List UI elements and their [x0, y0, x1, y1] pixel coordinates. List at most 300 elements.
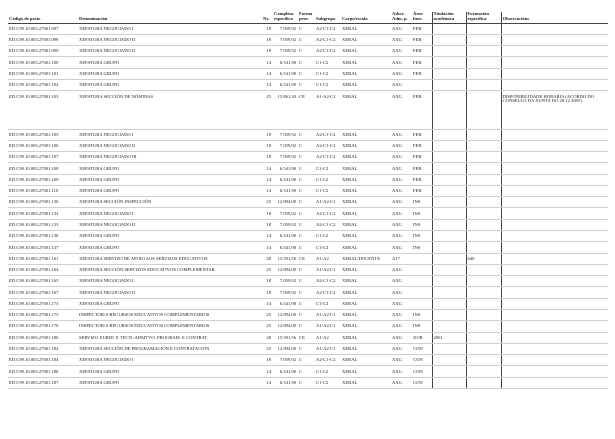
table-row [8, 140, 608, 151]
cell-codigo: ED.C99.10.003.27001.103 [8, 91, 78, 129]
cell-forma: C [298, 219, 315, 230]
cell-subgrupo: A1-A2-C1 [315, 197, 341, 208]
cell-corpo: XERAL [341, 287, 391, 298]
cell-denominacion: XEFATURA GRUPO [78, 174, 262, 185]
cell-area: CON [412, 366, 432, 377]
cell-codigo: ED.C99.10.003.27001.161 [8, 253, 78, 264]
cell-formacion [466, 34, 501, 45]
cell-denominacion: XEFATURA NEGOCIADO III [78, 152, 262, 163]
header-observacions: Observacións [501, 12, 608, 23]
cell-forma: C [298, 366, 315, 377]
cell-corpo: XERAL [341, 185, 391, 196]
cell-codigo: ED.C99.10.003.27001.186 [8, 366, 78, 377]
cell-subgrupo: A2-C1-C2 [315, 355, 341, 366]
cell-observacions [501, 321, 608, 332]
cell-formacion [466, 163, 501, 174]
cell-subgrupo: C1-C2 [315, 163, 341, 174]
cell-complemento: 6.541,90 [273, 185, 298, 196]
cell-observacions [501, 343, 608, 354]
cell-subgrupo: A1-A2 [315, 332, 341, 343]
cell-area: FER [412, 174, 432, 185]
cell-denominacion: XEFATURA GRUPO [78, 231, 262, 242]
cell-complemento: 15.591,56 [273, 253, 298, 264]
cell-denominacion: XEFATURA NEGOCIADO II [78, 34, 262, 45]
cell-denominacion: XEFATURA GRUPO [78, 185, 262, 196]
cell-observacions [501, 34, 608, 45]
cell-corpo: XERAL [341, 355, 391, 366]
cell-codigo: ED.C99.10.003.27001.101 [8, 68, 78, 79]
cell-subgrupo: A2-C1-C2 [315, 46, 341, 57]
cell-codigo: ED.C99.10.003.27001.097 [8, 23, 78, 34]
table-row [8, 80, 608, 91]
cell-observacions [501, 231, 608, 242]
cell-observacions [501, 298, 608, 309]
cell-codigo: ED.C99.10.003.27001.182 [8, 343, 78, 354]
cell-titulacion [432, 140, 466, 151]
cell-subgrupo: C1-C2 [315, 80, 341, 91]
cell-corpo: XERAL [341, 231, 391, 242]
cell-complemento: 6.541,90 [273, 242, 298, 253]
cell-complemento: 7.059,92 [273, 34, 298, 45]
cell-titulacion [432, 23, 466, 34]
cell-adscr: AXG [391, 242, 412, 253]
cell-titulacion [432, 185, 466, 196]
cell-formacion [466, 310, 501, 321]
cell-observacions [501, 208, 608, 219]
table-row [8, 276, 608, 287]
cell-complemento: 6.541,90 [273, 231, 298, 242]
table-row [8, 343, 608, 354]
cell-titulacion [432, 197, 466, 208]
table-row [8, 231, 608, 242]
header-area [412, 12, 432, 23]
header-titulacion-line1: Titulación [433, 11, 454, 16]
cell-codigo: ED.C99.10.003.27001.175 [8, 310, 78, 321]
cell-nivel: 25 [262, 197, 273, 208]
cell-adscr: AXG [391, 321, 412, 332]
cell-area: INS [412, 242, 432, 253]
cell-adscr: A17 [391, 253, 412, 264]
header-formacion-line1: Formación [467, 11, 489, 16]
cell-denominacion: XEFATURA NEGOCIADO I [78, 129, 262, 140]
cell-subgrupo: A1-A2-C1 [315, 343, 341, 354]
cell-nivel: 18 [262, 355, 273, 366]
table-row [8, 57, 608, 68]
cell-area [412, 298, 432, 309]
cell-forma: C [298, 242, 315, 253]
cell-complemento: 12.894,00 [273, 343, 298, 354]
cell-subgrupo: C1-C2 [315, 174, 341, 185]
cell-codigo: ED.C99.10.003.27001.102 [8, 80, 78, 91]
cell-titulacion [432, 264, 466, 275]
cell-denominacion: XEFATURA GRUPO [78, 57, 262, 68]
cell-formacion [466, 343, 501, 354]
cell-titulacion [432, 152, 466, 163]
cell-complemento: 7.059,92 [273, 46, 298, 57]
cell-observacions [501, 264, 608, 275]
cell-denominacion: XEFATURA GRUPO [78, 163, 262, 174]
cell-adscr: AXG [391, 152, 412, 163]
table-row [8, 366, 608, 377]
cell-titulacion [432, 68, 466, 79]
cell-formacion [466, 140, 501, 151]
table-row [8, 332, 608, 343]
cell-forma: C [298, 57, 315, 68]
cell-corpo: XERAL [341, 46, 391, 57]
cell-adscr: AXG [391, 276, 412, 287]
header-forma [298, 12, 315, 23]
cell-complemento: 6.541,90 [273, 163, 298, 174]
cell-adscr: AXG [391, 174, 412, 185]
cell-adscr: AXG [391, 332, 412, 343]
cell-denominacion: XEFATURA GRUPO [78, 242, 262, 253]
cell-formacion [466, 46, 501, 57]
cell-corpo: XERAL [341, 91, 391, 129]
cell-nivel: 18 [262, 208, 273, 219]
cell-observacions [501, 68, 608, 79]
cell-corpo: XERAL [341, 34, 391, 45]
cell-formacion [466, 298, 501, 309]
cell-formacion [466, 185, 501, 196]
header-subgrupo: Subgrupo [315, 12, 341, 23]
table-row [8, 152, 608, 163]
positions-table [8, 12, 608, 389]
header-adscr-line2: Adm. p. [392, 15, 408, 21]
cell-area: INS [412, 231, 432, 242]
cell-area: FER [412, 46, 432, 57]
cell-nivel: 14 [262, 298, 273, 309]
cell-formacion [466, 231, 501, 242]
cell-forma: C [298, 208, 315, 219]
cell-codigo: ED.C99.10.003.27001.109 [8, 174, 78, 185]
cell-complemento: 6.541,90 [273, 57, 298, 68]
cell-codigo: ED.C99.10.003.27001.180 [8, 332, 78, 343]
cell-corpo: XERAL [341, 163, 391, 174]
cell-corpo: XERAL [341, 242, 391, 253]
header-nivel [262, 12, 273, 23]
cell-corpo: XERAL [341, 366, 391, 377]
table-row [8, 298, 608, 309]
cell-denominacion: XEFATURA SECCIÓN DE PROGRAMACIÓN E CONTRATACIÓN [78, 343, 262, 354]
cell-subgrupo: A2-C1-C2 [315, 219, 341, 230]
cell-area: FER [412, 34, 432, 45]
cell-forma: CE [298, 91, 315, 129]
cell-observacions [501, 80, 608, 91]
cell-adscr: AXG [391, 219, 412, 230]
cell-observacions [501, 287, 608, 298]
cell-codigo: ED.C99.10.003.27001.100 [8, 57, 78, 68]
cell-formacion [466, 23, 501, 34]
cell-observacions: DISPOÑIBILIDADE HORARIA (ACORDO DO CONSELLO DA XUNTA DO 28.12.2005). [501, 91, 608, 129]
cell-forma: C [298, 298, 315, 309]
cell-subgrupo: C1-C2 [315, 68, 341, 79]
cell-nivel: 18 [262, 23, 273, 34]
cell-area: FER [412, 23, 432, 34]
header-codigo: Código de posto [8, 12, 78, 23]
table-row [8, 219, 608, 230]
cell-area: FER [412, 163, 432, 174]
cell-denominacion: XEFATURA NEGOCIADO I [78, 208, 262, 219]
table-row [8, 253, 608, 264]
cell-titulacion: 2061 [432, 332, 466, 343]
cell-corpo: XERAL [341, 80, 391, 91]
table-row [8, 377, 608, 388]
cell-area: FER [412, 57, 432, 68]
cell-subgrupo: C1-C2 [315, 377, 341, 388]
cell-nivel: 18 [262, 140, 273, 151]
header-complemento-line2: específico [274, 15, 293, 21]
cell-titulacion [432, 57, 466, 68]
cell-formacion [466, 276, 501, 287]
cell-adscr: AXG [391, 310, 412, 321]
cell-area: FER [412, 140, 432, 151]
table-header-row [8, 12, 608, 23]
cell-area: CON [412, 343, 432, 354]
cell-corpo: XERAL [341, 276, 391, 287]
cell-complemento: 7.059,92 [273, 219, 298, 230]
cell-nivel: 14 [262, 80, 273, 91]
header-area-line1: Área [413, 11, 423, 16]
cell-complemento: 12.894,00 [273, 264, 298, 275]
cell-adscr: AXG [391, 208, 412, 219]
cell-titulacion [432, 46, 466, 57]
cell-complemento: 12.894,00 [273, 197, 298, 208]
cell-complemento: 7.059,92 [273, 208, 298, 219]
cell-titulacion [432, 366, 466, 377]
cell-subgrupo: A1-A2-C1 [315, 264, 341, 275]
cell-formacion [466, 68, 501, 79]
cell-corpo: XERAL [341, 129, 391, 140]
cell-subgrupo: A2-C1-C2 [315, 276, 341, 287]
cell-nivel: 14 [262, 231, 273, 242]
cell-area: CON [412, 355, 432, 366]
cell-adscr: AXG [391, 57, 412, 68]
cell-nivel: 28 [262, 332, 273, 343]
cell-formacion [466, 355, 501, 366]
cell-adscr: AXG [391, 129, 412, 140]
cell-forma: C [298, 46, 315, 57]
header-complemento-line1: Complem. [274, 11, 295, 16]
cell-formacion [466, 91, 501, 129]
cell-codigo: ED.C99.10.003.27001.110 [8, 185, 78, 196]
header-denominacion: Denominación [78, 12, 262, 23]
cell-formacion: 640 [466, 253, 501, 264]
cell-corpo: XERAL [341, 310, 391, 321]
cell-forma: C [298, 264, 315, 275]
cell-titulacion [432, 377, 466, 388]
cell-subgrupo: C1-C2 [315, 298, 341, 309]
cell-formacion [466, 242, 501, 253]
cell-forma: C [298, 231, 315, 242]
cell-titulacion [432, 91, 466, 129]
cell-nivel: 18 [262, 129, 273, 140]
cell-subgrupo: C1-C2 [315, 231, 341, 242]
cell-complemento: 7.059,92 [273, 129, 298, 140]
cell-codigo: ED.C99.10.003.27001.130 [8, 197, 78, 208]
header-formacion [466, 12, 501, 23]
cell-area: FER [412, 185, 432, 196]
cell-formacion [466, 332, 501, 343]
cell-observacions [501, 276, 608, 287]
cell-adscr: AXG [391, 91, 412, 129]
cell-nivel: 18 [262, 276, 273, 287]
table-body [8, 23, 608, 388]
header-formacion-line2: específica [467, 15, 487, 21]
cell-complemento: 7.059,92 [273, 355, 298, 366]
cell-titulacion [432, 34, 466, 45]
cell-codigo: ED.C99.10.003.27001.098 [8, 34, 78, 45]
cell-codigo: ED.C99.10.003.27001.099 [8, 46, 78, 57]
cell-titulacion [432, 343, 466, 354]
cell-codigo: ED.C99.10.003.27001.133 [8, 219, 78, 230]
cell-adscr: AXG [391, 23, 412, 34]
cell-titulacion [432, 231, 466, 242]
cell-formacion [466, 57, 501, 68]
table-row [8, 310, 608, 321]
cell-subgrupo: A2-C1-C2 [315, 287, 341, 298]
cell-adscr: AXG [391, 140, 412, 151]
cell-nivel: 14 [262, 174, 273, 185]
cell-forma: C [298, 68, 315, 79]
cell-nivel: 14 [262, 377, 273, 388]
cell-nivel: 18 [262, 287, 273, 298]
cell-complemento: 6.541,90 [273, 174, 298, 185]
cell-corpo: XERAL [341, 174, 391, 185]
cell-area: FER [412, 129, 432, 140]
cell-observacions [501, 377, 608, 388]
cell-formacion [466, 197, 501, 208]
cell-denominacion: XEFATURA NEGOCIADO II [78, 287, 262, 298]
cell-subgrupo: A2-C1-C2 [315, 129, 341, 140]
table-row [8, 185, 608, 196]
cell-nivel: 25 [262, 343, 273, 354]
cell-subgrupo: A2-C1-C2 [315, 34, 341, 45]
cell-denominacion: XEFATURA NEGOCIADO I [78, 276, 262, 287]
cell-formacion [466, 208, 501, 219]
cell-forma: CE [298, 332, 315, 343]
cell-titulacion [432, 355, 466, 366]
header-complemento [273, 12, 298, 23]
cell-codigo: ED.C99.10.003.27001.187 [8, 377, 78, 388]
header-titulacion-line2: académica [433, 15, 455, 21]
cell-titulacion [432, 253, 466, 264]
cell-forma: C [298, 197, 315, 208]
cell-denominacion: XEFATURA SECCIÓN INSPECCIÓN [78, 197, 262, 208]
cell-forma: C [298, 185, 315, 196]
cell-complemento: 13.861,30 [273, 91, 298, 129]
cell-adscr: AXG [391, 343, 412, 354]
cell-observacions [501, 310, 608, 321]
cell-denominacion: XEFATURA GRUPO [78, 366, 262, 377]
cell-corpo: XERAL [341, 343, 391, 354]
cell-area [412, 264, 432, 275]
cell-nivel: 14 [262, 242, 273, 253]
cell-nivel: 18 [262, 219, 273, 230]
table-row [8, 23, 608, 34]
cell-formacion [466, 321, 501, 332]
cell-codigo: ED.C99.10.003.27001.176 [8, 321, 78, 332]
cell-formacion [466, 264, 501, 275]
cell-forma: C [298, 377, 315, 388]
cell-forma: CE [298, 253, 315, 264]
cell-forma: C [298, 287, 315, 298]
cell-complemento: 6.541,90 [273, 80, 298, 91]
cell-formacion [466, 377, 501, 388]
cell-adscr: AXG [391, 377, 412, 388]
cell-titulacion [432, 321, 466, 332]
cell-denominacion: XEFATURA NEGOCIADO II [78, 46, 262, 57]
cell-titulacion [432, 276, 466, 287]
cell-complemento: 7.059,92 [273, 23, 298, 34]
cell-nivel: 14 [262, 163, 273, 174]
cell-adscr: AXG [391, 287, 412, 298]
cell-adscr: AXG [391, 185, 412, 196]
cell-corpo: XERAL [341, 208, 391, 219]
cell-denominacion: XEFATURA GRUPO [78, 68, 262, 79]
cell-nivel: 25 [262, 321, 273, 332]
cell-corpo: XERAL [341, 219, 391, 230]
cell-adscr: AXG [391, 366, 412, 377]
cell-titulacion [432, 174, 466, 185]
cell-area: FER [412, 152, 432, 163]
cell-area: FER [412, 91, 432, 129]
cell-formacion [466, 366, 501, 377]
cell-adscr: AXG [391, 231, 412, 242]
cell-forma: C [298, 310, 315, 321]
cell-nivel: 25 [262, 310, 273, 321]
cell-complemento: 6.541,90 [273, 366, 298, 377]
cell-observacions [501, 332, 608, 343]
cell-nivel: 25 [262, 264, 273, 275]
cell-corpo: XERAL/DOCENTE [341, 253, 391, 264]
table-row [8, 208, 608, 219]
cell-codigo: ED.C99.10.003.27001.132 [8, 208, 78, 219]
cell-formacion [466, 174, 501, 185]
cell-denominacion: INSPECTOR/A RECURSOS EDUCATIVOS COMPLEMENTARIOS [78, 321, 262, 332]
cell-denominacion: INSPECTOR/A RECURSOS EDUCATIVOS COMPLEMENTARIOS [78, 310, 262, 321]
cell-corpo: XERAL [341, 57, 391, 68]
cell-complemento: 6.541,90 [273, 298, 298, 309]
cell-area: CON [412, 377, 432, 388]
cell-adscr: AXG [391, 264, 412, 275]
cell-codigo: ED.C99.10.003.27001.173 [8, 298, 78, 309]
cell-adscr: AXG [391, 355, 412, 366]
cell-titulacion [432, 163, 466, 174]
cell-titulacion [432, 242, 466, 253]
cell-observacions [501, 197, 608, 208]
cell-codigo: ED.C99.10.003.27001.107 [8, 152, 78, 163]
cell-nivel: 25 [262, 91, 273, 129]
cell-observacions [501, 366, 608, 377]
cell-titulacion [432, 298, 466, 309]
cell-subgrupo: A2-C1-C2 [315, 23, 341, 34]
cell-adscr: AXG [391, 298, 412, 309]
cell-area: INS [412, 208, 432, 219]
cell-complemento: 7.059,92 [273, 140, 298, 151]
table-row [8, 46, 608, 57]
cell-forma: C [298, 343, 315, 354]
cell-nivel: 18 [262, 152, 273, 163]
cell-observacions [501, 219, 608, 230]
cell-area [412, 276, 432, 287]
header-adscr [391, 12, 412, 23]
table-row [8, 355, 608, 366]
cell-subgrupo: A1-A2-C1 [315, 310, 341, 321]
table-row [8, 321, 608, 332]
cell-area [412, 287, 432, 298]
cell-denominacion: XEFATURA SECCIÓN SERVIZOS EDUCATIVOS COMPLEMENTAR. [78, 264, 262, 275]
cell-forma: C [298, 140, 315, 151]
